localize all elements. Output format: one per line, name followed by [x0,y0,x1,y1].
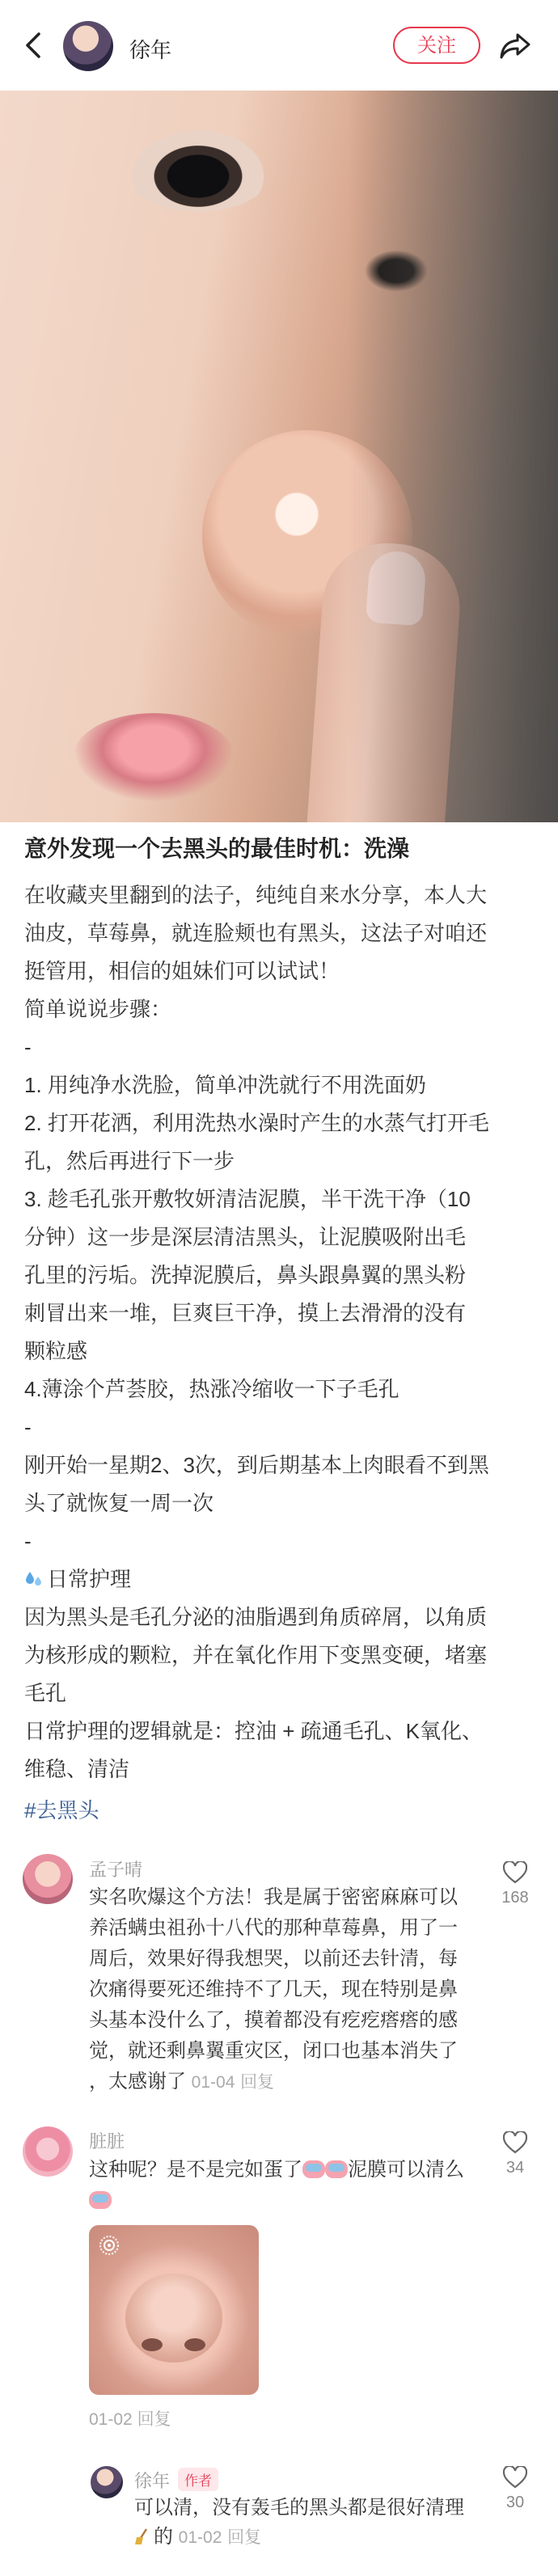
comment-line-last [89,2067,477,2098]
hashtag-link[interactable]: #去黑头 [24,1798,99,1822]
post-line: 简单说说步骤： [24,997,172,1021]
crying-emoji-icon [325,2160,348,2178]
comment-text-mid: 泥膜可以清么 [348,2159,464,2181]
comment-line [89,2155,477,2185]
author-badge: 作者 [178,2468,218,2491]
post-line: 2. 打开花洒，利用洗热水澡时产生的水蒸气打开毛 [24,1111,489,1135]
back-arrow-icon[interactable] [18,29,50,61]
comment-image[interactable] [89,2225,259,2395]
crying-emoji-icon [302,2160,325,2178]
post-line: 刺冒出来一堆，巨爽巨干净，摸上去滑滑的没有 [24,1301,467,1325]
post-line: 为核形成的颗粒，并在氧化作用下变黑变硬，堵塞 [24,1643,488,1667]
post-line: 孔里的污垢。洗掉泥膜后，鼻头跟鼻翼的黑头粉 [24,1263,467,1287]
commenter-avatar[interactable] [23,2126,73,2177]
post-line: - [24,1415,32,1439]
comment-text-start: 这种呢？是不是完如蛋了 [89,2159,302,2181]
post-line: 1. 用纯净水洗脸，简单冲洗就行不用洗面奶 [24,1073,426,1097]
crying-emoji-icon [89,2191,112,2209]
droplets-icon [24,1569,44,1589]
comment-line: 可以清，没有轰毛的黑头都是很好清理 [134,2497,464,2519]
live-photo-icon [99,2235,120,2256]
like-count: 168 [501,1889,529,1907]
reply-button[interactable]: 回复 [137,2410,171,2429]
heart-icon [503,2131,527,2154]
commenter-name[interactable]: 脏脏 [89,2131,125,2152]
top-bar [0,0,558,91]
like-button[interactable] [499,2131,531,2177]
image-nose [125,2274,222,2363]
comment-date: 01-04 [191,2073,235,2092]
post-content [24,833,534,1830]
post-line: 4.薄涂个芦荟胶，热涨冷缩收一下子毛孔 [24,1377,399,1401]
comment-line: 养活螨虫祖孙十八代的那种草莓鼻，用了一 [89,1917,458,1939]
comment-meta [89,2406,171,2430]
comment-text [89,1882,477,2098]
broom-emoji-icon [134,2527,150,2545]
commenter-avatar[interactable] [23,1854,73,1904]
post-line: 头了就恢复一周一次 [24,1491,214,1515]
commenter-name[interactable]: 孟子晴 [89,1860,143,1880]
heart-icon [503,2466,527,2489]
photo-lip [73,713,235,802]
post-line: - [24,1035,32,1059]
reply-button[interactable]: 回复 [227,2528,262,2547]
image-nostril [142,2338,163,2351]
comment-line: 觉，就还剩鼻翼重灾区，闭口也基本消失了 [89,2040,458,2062]
post-line: 毛孔 [24,1681,67,1705]
comment-line-last [134,2523,490,2553]
comment-date: 01-02 [178,2528,222,2547]
reply-author-name [134,2468,218,2493]
post-line: 分钟）这一步是深层清洁黑头，让泥膜吸附出毛 [24,1225,467,1249]
share-icon[interactable] [498,28,532,62]
heart-icon [503,1861,527,1884]
author-reply-avatar[interactable] [91,2466,123,2498]
daily-care-heading [24,1560,534,1598]
comment-date: 01-02 [89,2410,133,2429]
comment-line: 次痛得要死还维持不了几天，现在特别是鼻 [89,1978,458,2000]
author-name[interactable]: 徐年 [129,38,172,62]
post-body [24,876,534,1788]
post-line: 刚开始一星期2、3次，到后期基本上肉眼看不到黑 [24,1453,489,1477]
post-title: 意外发现一个去黑头的最佳时机：洗澡 [24,836,410,861]
like-button[interactable] [499,1861,531,1907]
reply-author-name-text[interactable]: 徐年 [134,2471,171,2491]
comment-text-end: 的 [154,2526,173,2548]
reply-button[interactable]: 回复 [240,2073,275,2092]
post-line: 颗粒感 [24,1339,88,1363]
post-line: 维稳、清洁 [24,1757,130,1781]
image-nostril [184,2338,205,2351]
like-button[interactable] [499,2466,531,2512]
author-avatar[interactable] [63,21,113,71]
post-photo[interactable] [0,91,558,822]
reply-text [134,2494,490,2553]
like-count: 34 [505,2159,525,2177]
post-line: 在收藏夹里翻到的法子，纯纯自来水分享，本人大 [24,883,488,907]
comment-line: 周后，效果好得我想哭，以前还去针清，每 [89,1948,458,1970]
post-line: - [24,1529,32,1553]
comment-line: 头基本没什么了，摸着都没有疙疙瘩瘩的感 [89,2009,458,2031]
comment-line: 实名吹爆这个方法！我是属于密密麻麻可以 [89,1886,458,1908]
post-line: 日常护理的逻辑就是：控油 + 疏通毛孔、K氧化、 [24,1719,483,1743]
comment-text-end: ，太感谢了 [89,2071,186,2092]
photo-eye [121,123,275,212]
daily-care-title: 日常护理 [47,1567,132,1591]
follow-button[interactable]: 关注 [393,27,480,64]
comment-line [89,2185,477,2216]
photo-shadow [348,91,558,822]
post-line: 3. 趁毛孔张开敷牧妍清洁泥膜，半干洗干净（10 [24,1187,471,1211]
like-count: 30 [505,2494,525,2511]
post-line: 挺管用，相信的姐妹们可以试试！ [24,959,340,983]
comment-text [89,2155,477,2216]
post-line: 因为黑头是毛孔分泌的油脂遇到角质碎屑，以角质 [24,1605,488,1629]
post-line: 孔，然后再进行下一步 [24,1149,235,1173]
post-line: 油皮，草莓鼻，就连脸颊也有黑头，这法子对咱还 [24,921,488,945]
